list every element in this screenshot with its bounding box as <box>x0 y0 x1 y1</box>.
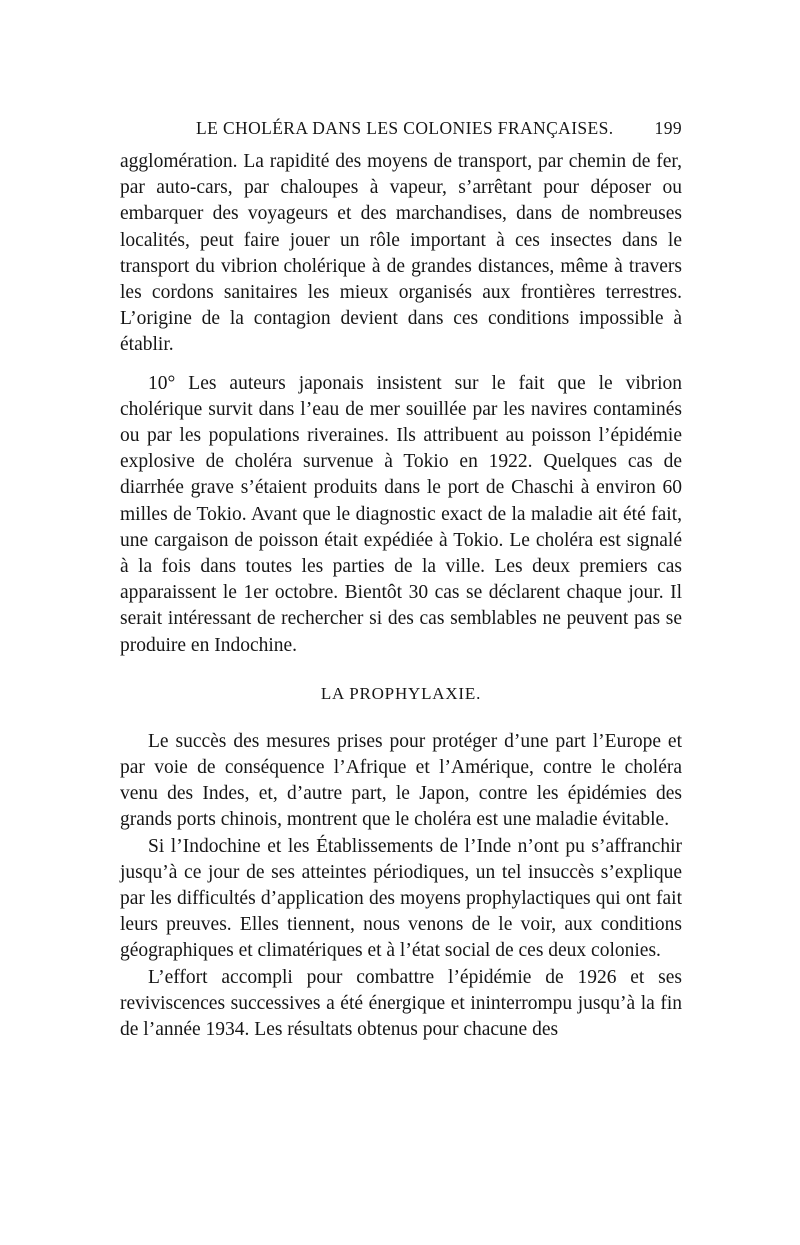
paragraph-point-10: 10° Les auteurs japonais insistent sur le fait que le vibrion cholérique survit dans l’eau de mer souillée par les navires contaminés ou par les populations riveraines. Ils attribuent au poisson l’épidémie explosive de choléra survenue à Tokio en 1922. Quelques cas de diarrhée grave s’étaient produits dans le port de Chaschi à environ 60 milles de Tokio. Avant que le diagnostic exact de la maladie ait été fait, une cargaison de poisson était expédiée à Tokio. Le choléra est signalé à la fois dans toutes les parties de la ville. Les deux premiers cas apparaissent le 1er octobre. Bientôt 30 cas se déclarent chaque jour. Il serait intéressant de rechercher si des cas semblables ne peuvent pas se produire en Indochine. <box>120 372 682 656</box>
paragraph-indochine-inde: Si l’Indochine et les Établissements de l’Inde n’ont pu s’affranchir jusqu’à ce jour de ses atteintes périodiques, un tel insuccès s’explique par les difficultés d’application des moyens prophylactiques qui ont fait leurs preuves. Elles tiennent, nous venons de le voir, aux conditions géographiques et climatériques et à l’état social de ces deux colonies. <box>120 835 682 962</box>
section-heading-prophylaxie: LA PROPHYLAXIE. <box>320 683 482 703</box>
paragraph-continuation: agglomération. La rapidité des moyens de transport, par chemin de fer, par auto-cars, par chaloupes à vapeur, s’arrêtant pour déposer ou embarquer des voyageurs et des marchandises, dans de nombreuses localités, peut faire jouer un rôle important à ces insectes dans le transport du vibrion cholérique à de grandes distances, même à travers les cordons sanitaires les mieux organisés aux frontières terrestres. L’origine de la contagion devient dans ces conditions impossible à établir. <box>120 151 682 356</box>
running-head-title: LE CHOLÉRA DANS LES COLONIES FRANÇAISES. <box>196 118 614 138</box>
body-text <box>120 149 682 1043</box>
paragraph-success-measures: Le succès des mesures prises pour protéger d’une part l’Europe et par voie de conséquence l’Afrique et l’Amérique, contre le choléra venu des Indes, et, d’autre part, le Japon, contre les épidémies des grands ports chinois, montrent que le choléra est une maladie évitable. <box>120 730 682 831</box>
running-head <box>120 118 682 142</box>
page-number: 199 <box>654 118 682 138</box>
paragraph-effort-1926: L’effort accompli pour combattre l’épidémie de 1926 et ses reviviscences successives a été énergique et ininterrompu jusqu’à la fin de l’année 1934. Les résultats obtenus pour chacune des <box>120 966 682 1041</box>
